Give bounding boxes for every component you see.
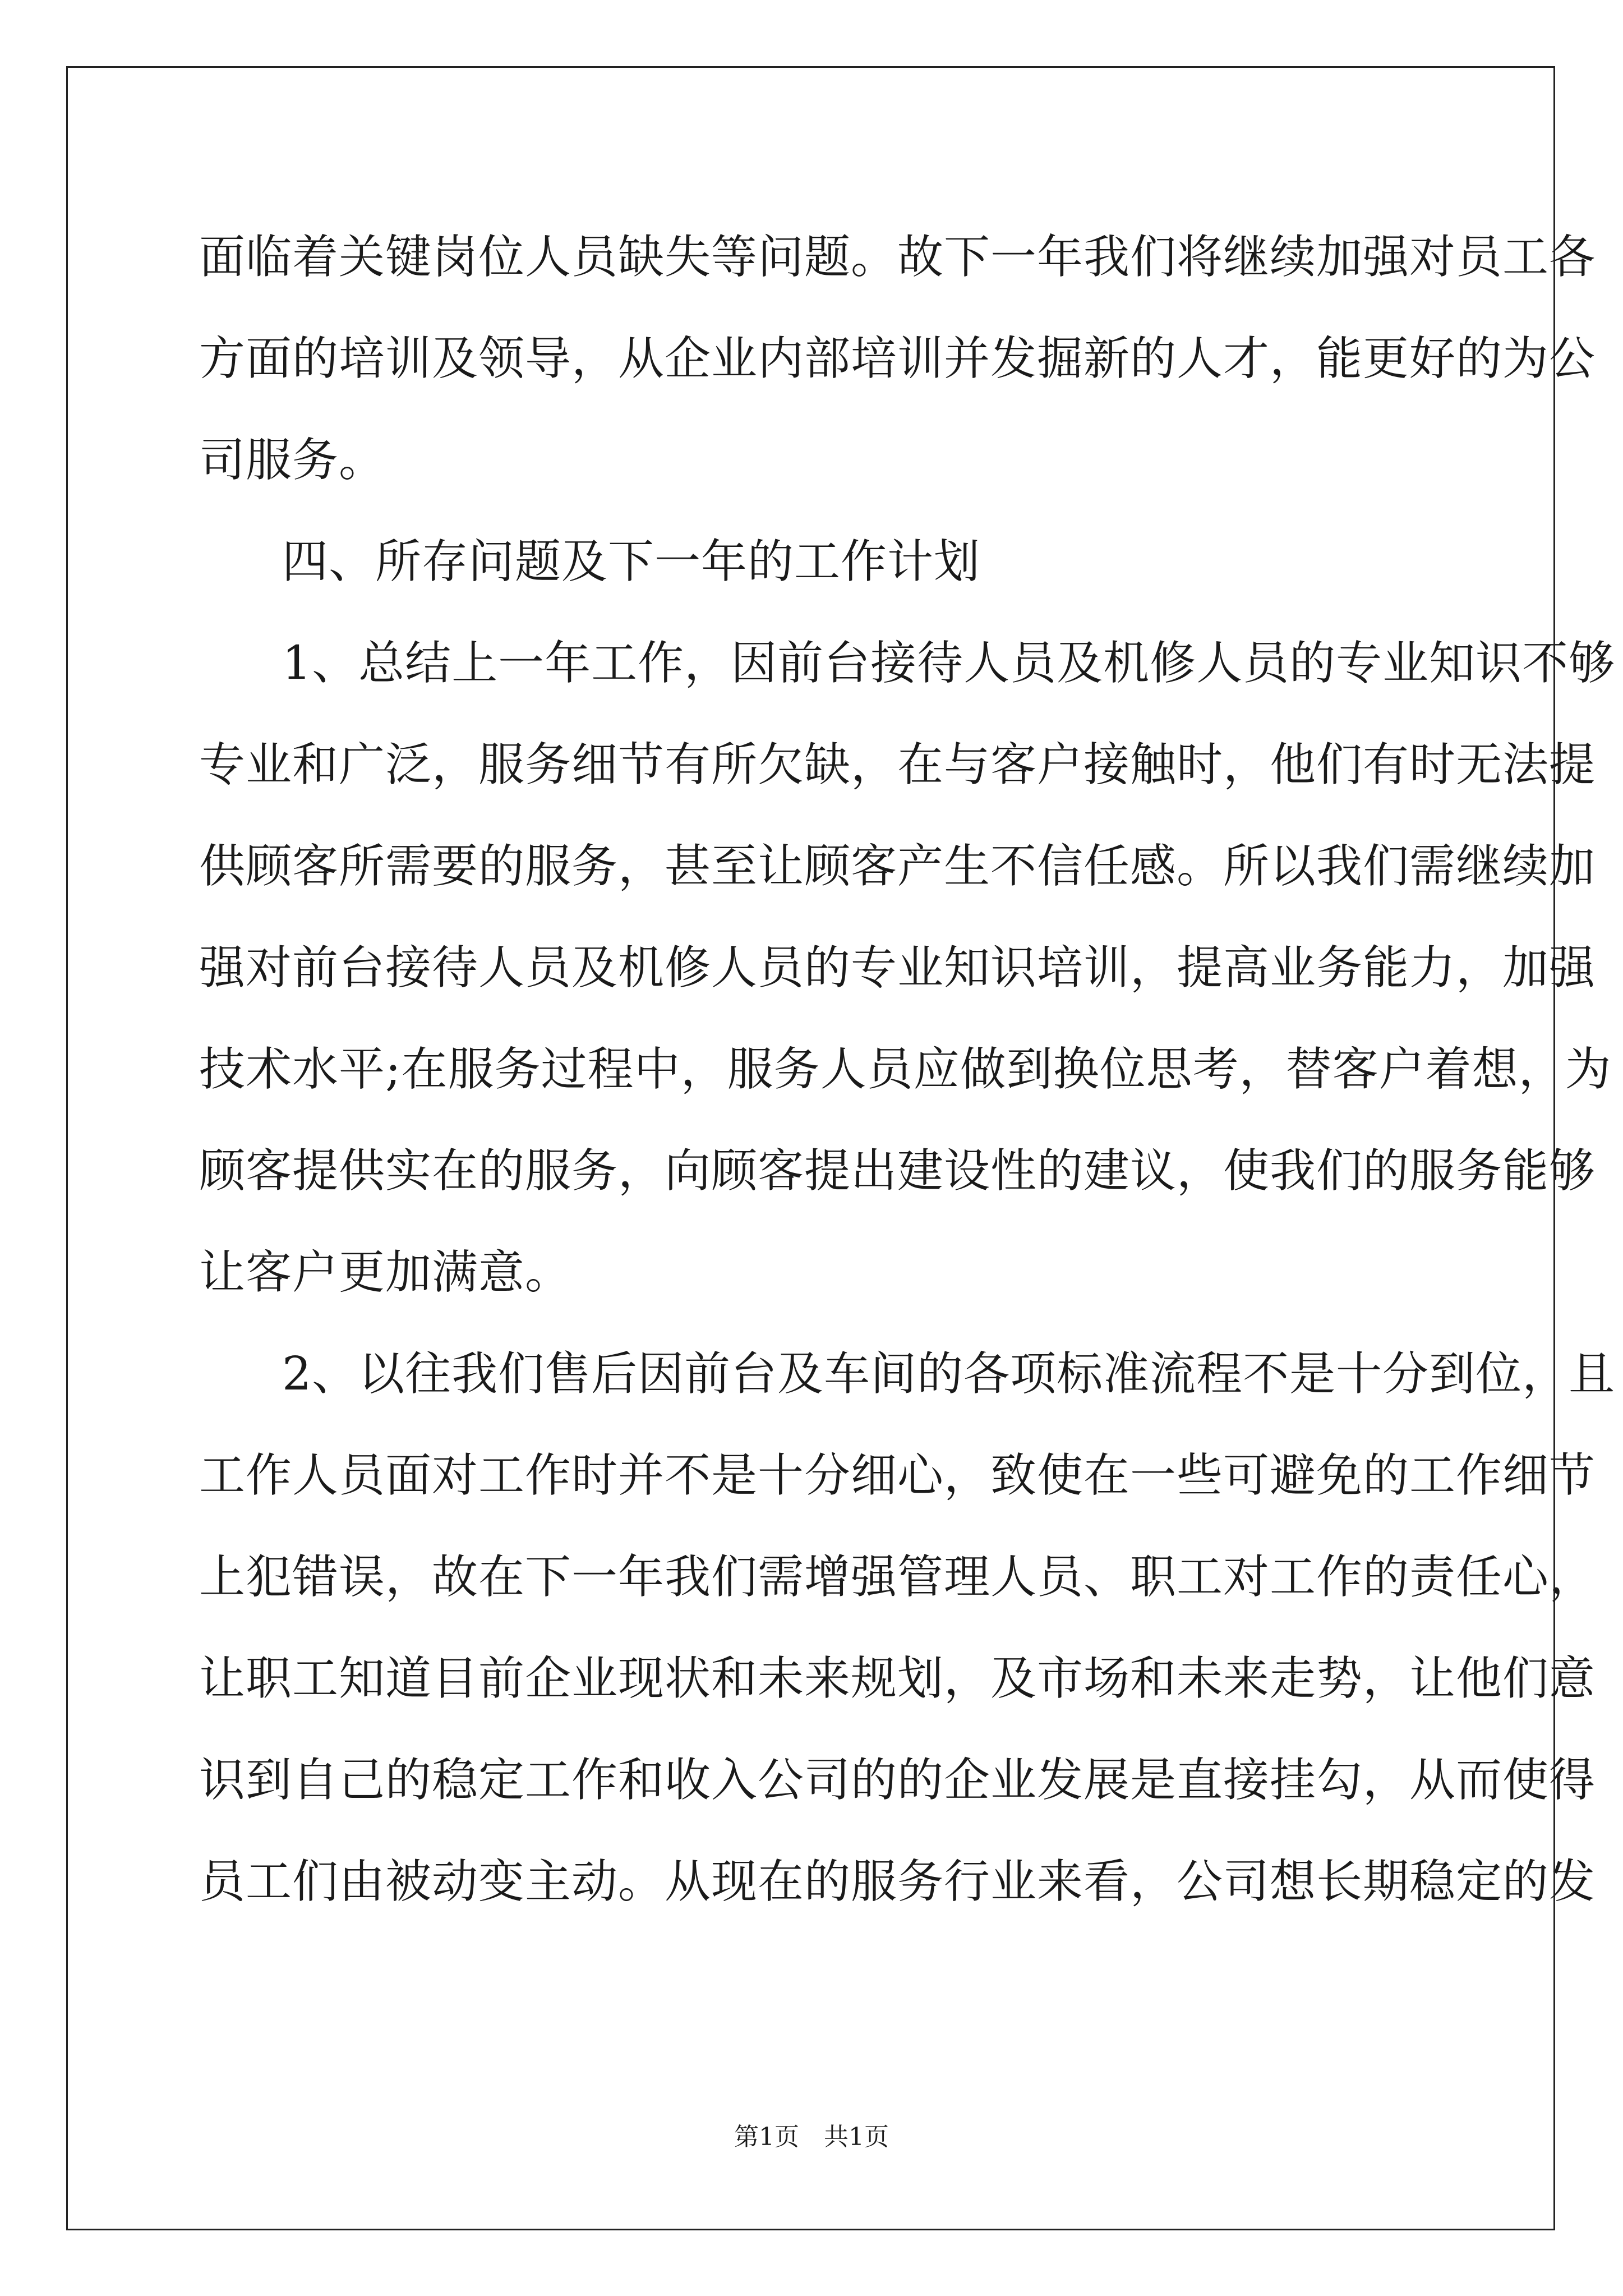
text-line: 让职工知道目前企业现状和未来规划，及市场和未来走势，让他们意 bbox=[199, 1652, 1596, 1705]
text-line: 专业和广泛，服务细节有所欠缺，在与客户接触时，他们有时无法提 bbox=[199, 738, 1596, 792]
document-body bbox=[199, 206, 1616, 1932]
text-line: 顾客提供实在的服务，向顾客提出建设性的建议，使我们的服务能够 bbox=[199, 1144, 1596, 1198]
page-number: 第1页 bbox=[734, 2123, 799, 2151]
section-heading: 四、所存问题及下一年的工作计划 bbox=[282, 535, 981, 588]
text-line: 技术水平;在服务过程中，服务人员应做到换位思考，替客户着想，为 bbox=[199, 1043, 1612, 1096]
page-total: 共1页 bbox=[824, 2123, 889, 2151]
text-line: 供顾客所需要的服务，甚至让顾客产生不信任感。所以我们需继续加 bbox=[199, 840, 1596, 893]
text-line: 上犯错误，故在下一年我们需增强管理人员、职工对工作的责任心， bbox=[199, 1550, 1596, 1604]
text-line: 工作人员面对工作时并不是十分细心，致使在一些可避免的工作细节 bbox=[199, 1449, 1596, 1502]
page-footer bbox=[0, 2120, 1623, 2154]
text-line: 方面的培训及领导，从企业内部培训并发掘新的人才，能更好的为公 bbox=[199, 332, 1596, 385]
text-line: 面临着关键岗位人员缺失等问题。故下一年我们将继续加强对员工各 bbox=[199, 231, 1596, 284]
text-line: 2、以往我们售后因前台及车间的各项标准流程不是十分到位，且 bbox=[282, 1347, 1616, 1401]
text-line: 司服务。 bbox=[199, 434, 386, 487]
text-line: 强对前台接待人员及机修人员的专业知识培训，提高业务能力，加强 bbox=[199, 941, 1596, 995]
text-line: 让客户更加满意。 bbox=[199, 1246, 572, 1299]
text-line: 员工们由被动变主动。从现在的服务行业来看，公司想长期稳定的发 bbox=[199, 1855, 1596, 1908]
text-line: 识到自己的稳定工作和收入公司的的企业发展是直接挂勾，从而使得 bbox=[199, 1754, 1596, 1807]
text-line: 1、总结上一年工作，因前台接待人员及机修人员的专业知识不够 bbox=[282, 637, 1616, 690]
